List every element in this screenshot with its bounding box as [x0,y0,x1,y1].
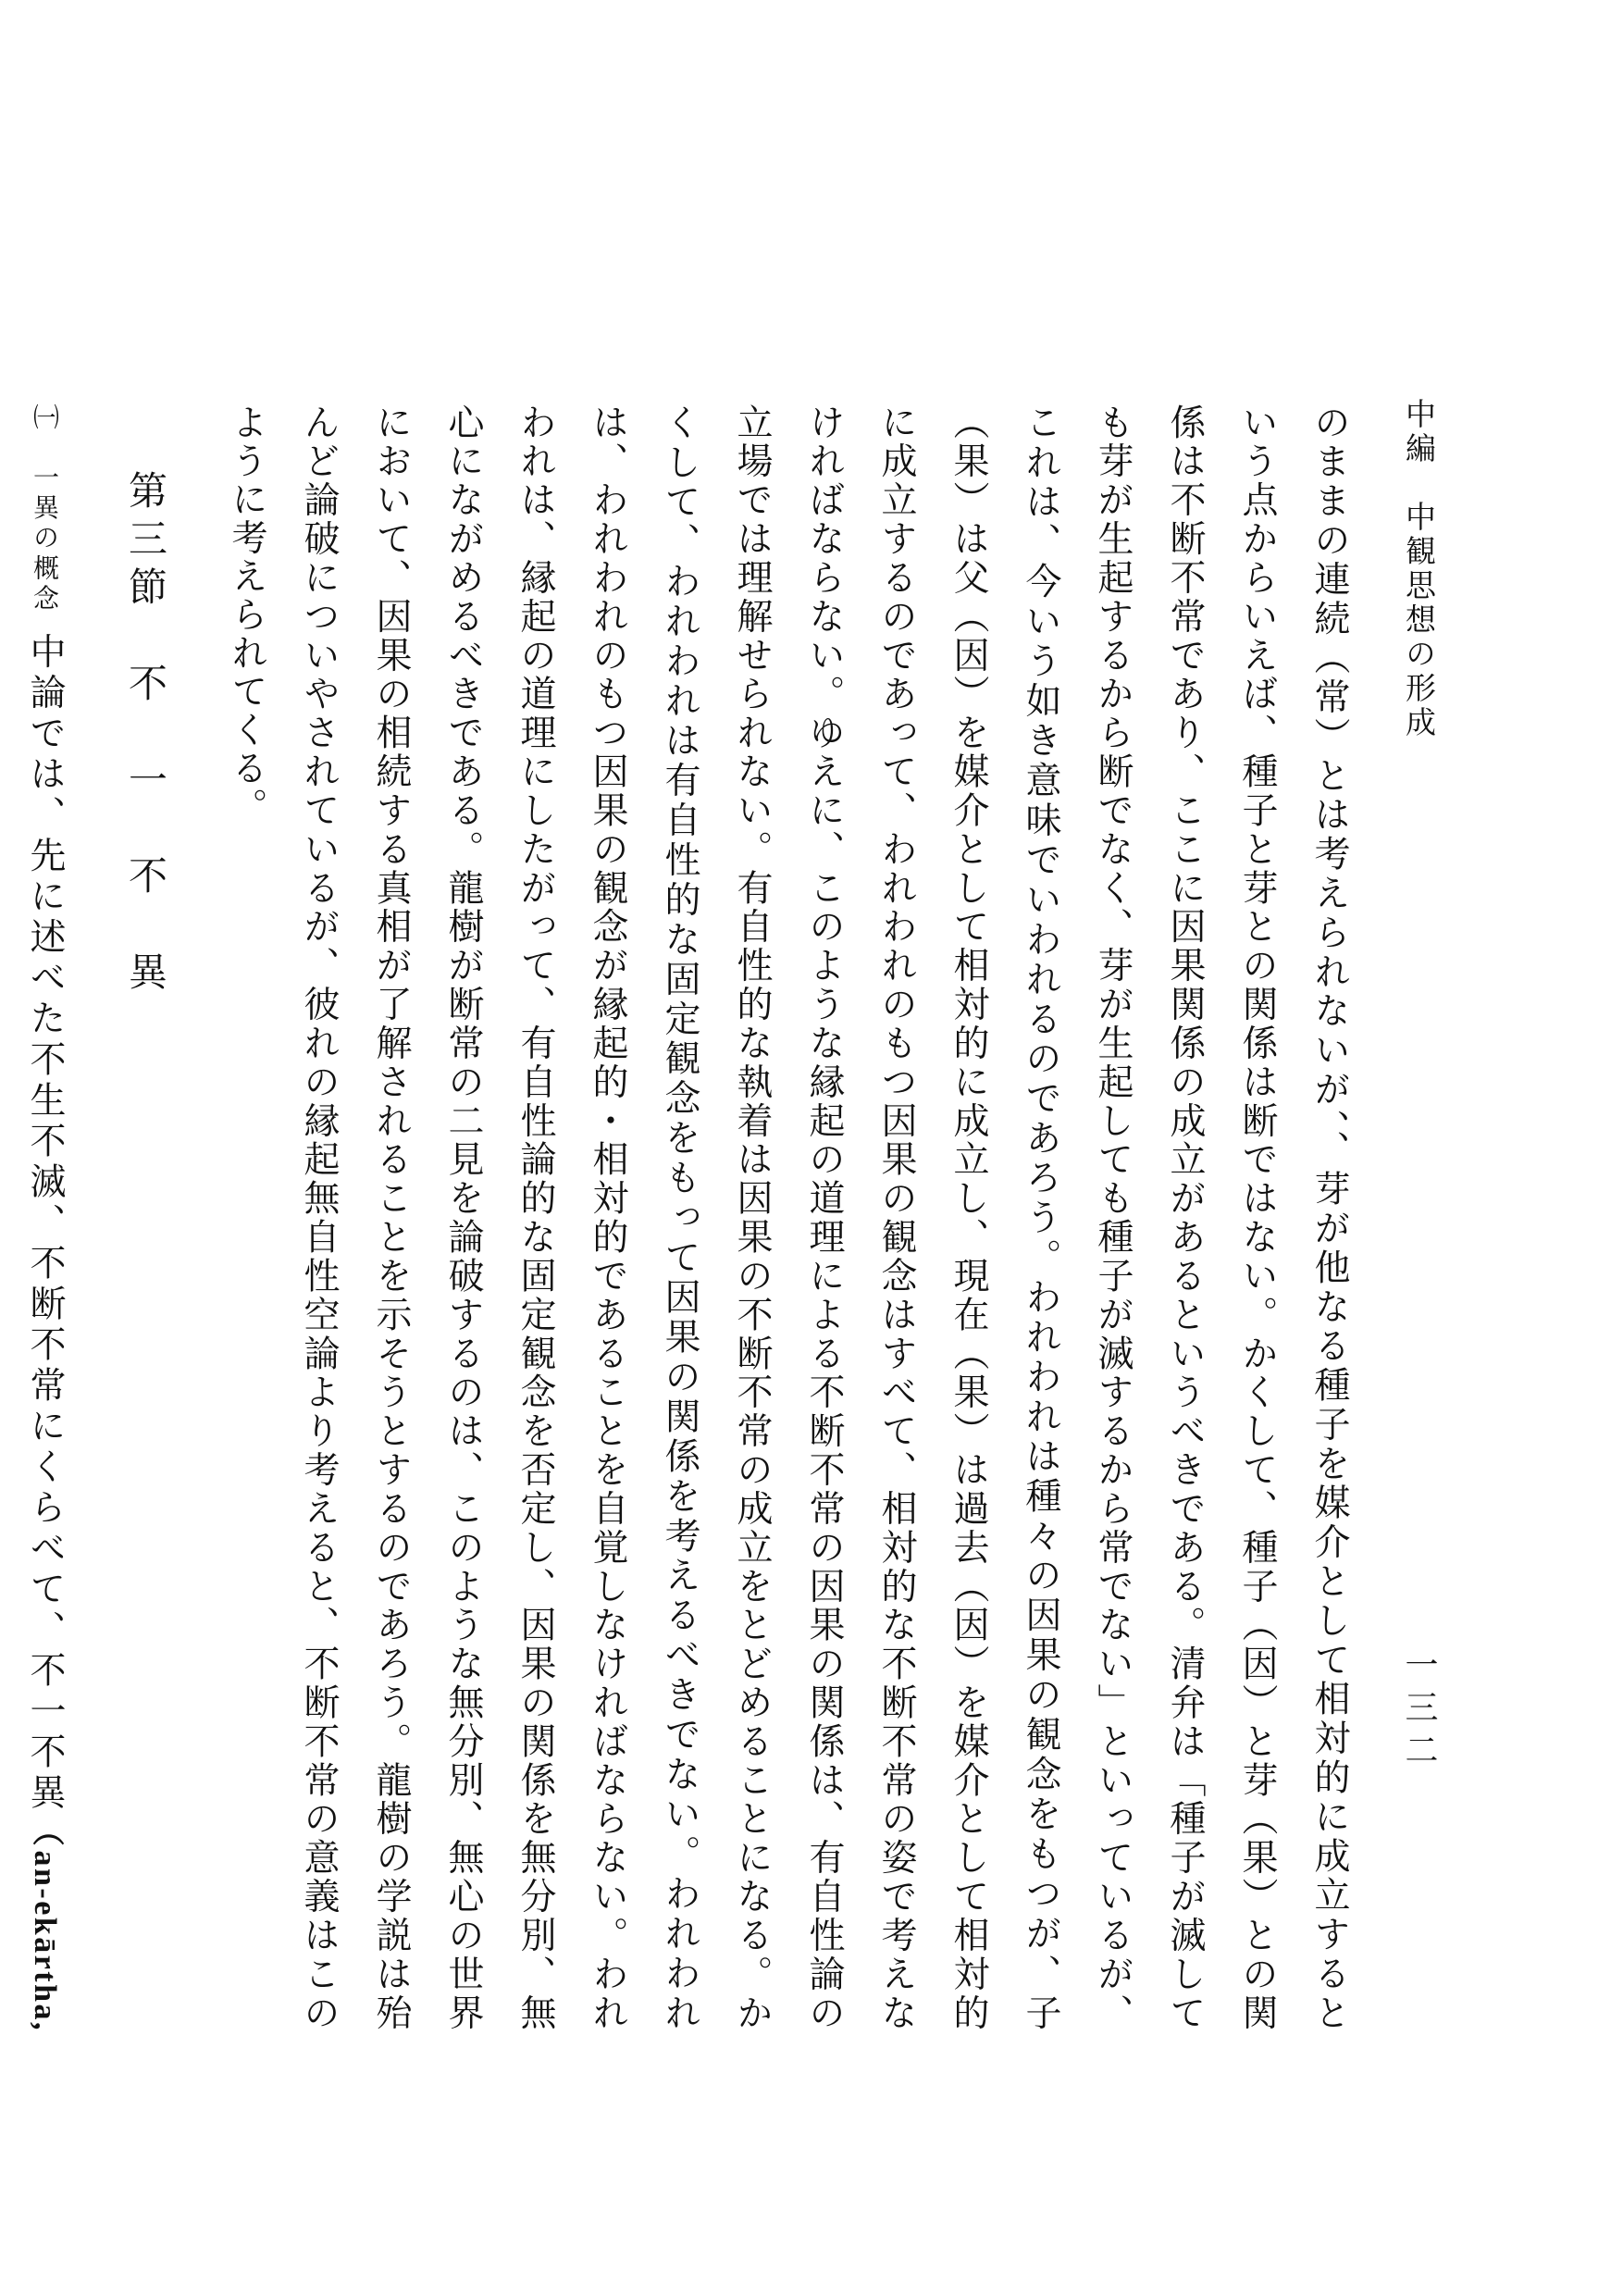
subsection-label: ㈠ 一異の概念 [30,403,60,614]
body-paragraph: のままの連続（常）とは考えられないが、、芽が他なる種子を媒介として相対的に成立するという点からいえば、種子と芽との関係は断ではない。かくして、種子（因）と芽（果）との関係は不断不常であり、ここに因果関係の成立があるというべきである。清弁は「種子が滅しても芽が生起するから断でなく、芽が生起しても種子が滅するから常でない」といっているが、これは、今いう如き意味でいわれるのであろう。われわれは種々の因果の観念をもつが、子（果）は父（因）を媒介として相対的に成立し、現在（果）は過去（因）を媒介として相対的に成立するのであって、われわれのもつ因果の観念はすべて、相対的な不断不常の姿で考えなければならない。ゆえに、このような縁起の道理による不断不常の因果の関係は、有自性論の立場では理解せられない。有自性的な執着は因果の不断不常の成立をとどめることになる。かくして、われわれは有自性的な固定観念をもって因果の関係を考えるべきでない。われわれは、われわれのもつ因果の観念が縁起的・相対的であることを自覚しなければならない。われわれは、縁起の道理にしたがって、有自性論的な固定観念を否定し、因果の関係を無分別、無心にながめるべきである。龍樹が断常の二見を論破するのは、このような無分別、無心の世界において、因果の相続する真相が了解されることを示そうとするのであろう。龍樹の学説は殆んど論破についやされているが、彼れの縁起無自性空論より考えると、不断不常の意義はこのように考えられてくる。 [226,403,1350,2033]
section-title: 第三節 不 一 不 異 [123,470,168,999]
running-header [1397,398,1440,740]
subsection-paragraph [0,403,81,2032]
page-number: 一三二 [1400,1647,1438,1775]
sanskrit-term-1: （an-ekārtha, [28,1814,62,2033]
subsection-text-1: 中論では、先に述べた不生不滅、不断不常にくらべて、不一不異 [24,632,66,1815]
page-body [24,403,1365,2033]
running-title: 中編 中観思想の形成 [1401,398,1437,740]
